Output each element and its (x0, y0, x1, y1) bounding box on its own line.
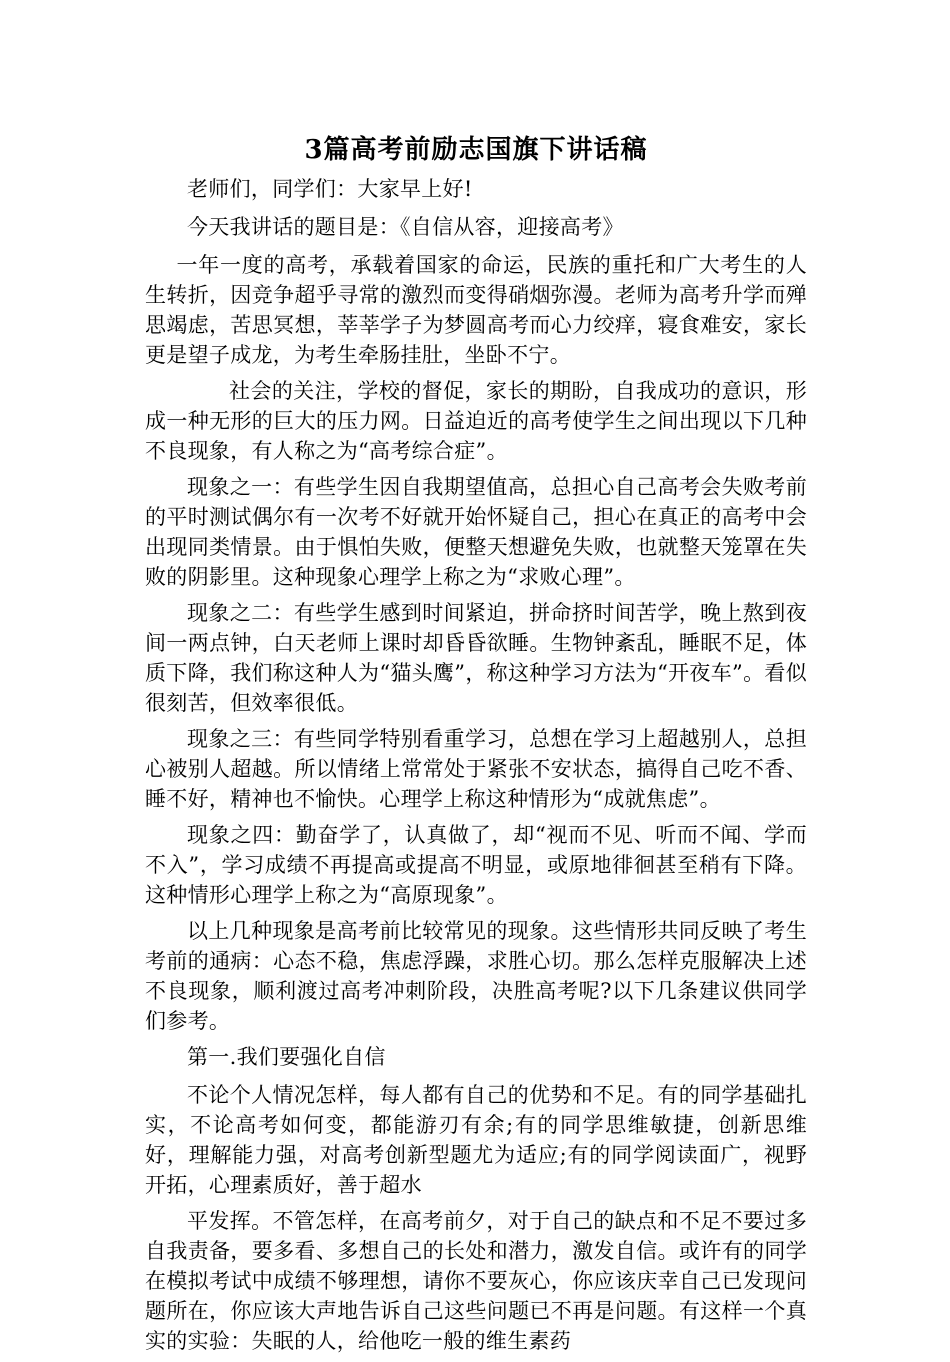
section-heading-confidence: 第一.我们要强化自信 (187, 1045, 386, 1069)
paragraph-summary: 以上几种现象是高考前比较常见的现象。这些情形共同反映了考生考前的通病：心态不稳，焦虑浮躁，求胜心切。那么怎样克服解决上述不良现象，顺利渡过高考冲刺阶段，决胜高考呢?以下几条建议供同学们参考。 (145, 919, 807, 1033)
document-page (145, 130, 807, 1362)
paragraph-strengths: 不论个人情况怎样，每人都有自己的优势和不足。有的同学基础扎实，不论高考如何变，都能游刃有余;有的同学思维敏捷，创新思维好，理解能力强，对高考创新型题尤为适应;有的同学阅读面广，视野开拓，心理素质好，善于超水 (145, 1083, 807, 1197)
paragraph-topic: 今天我讲话的题目是：《自信从容，迎接高考》 (187, 215, 624, 239)
paragraph-phenomenon-3: 现象之三：有些同学特别看重学习，总想在学习上超越别人，总担心被别人超越。所以情绪上常常处于紧张不安状态，搞得自己吃不香、睡不好，精神也不愉快。心理学上称这种情形为“成就焦虑”。 (145, 727, 807, 811)
paragraph-greeting: 老师们，同学们：大家早上好! (187, 177, 473, 201)
paragraph-phenomenon-4: 现象之四：勤奋学了，认真做了，却“视而不见、听而不闻、学而不入”，学习成绩不再提高或提高不明显，或原地徘徊甚至稍有下降。这种情形心理学上称之为“高原现象”。 (145, 823, 807, 907)
paragraph-intro: 一年一度的高考，承载着国家的命运，民族的重托和广大考生的人生转折，因竞争超乎寻常的激烈而变得硝烟弥漫。老师为高考升学而殚思竭虑，苦思冥想，莘莘学子为梦圆高考而心力绞痒，寝食难安，家长更是望子成龙，为考生牵肠挂肚，坐卧不宁。 (145, 253, 807, 367)
paragraph-phenomenon-1: 现象之一：有些学生因自我期望值高，总担心自己高考会失败考前的平时测试偶尔有一次考不好就开始怀疑自己，担心在真正的高考中会出现同类情景。由于惧怕失败，便整天想避免失败，也就整天笼罩在失败的阴影里。这种现象心理学上称之为“求败心理”。 (145, 475, 807, 589)
paragraph-continuation: 平发挥。不管怎样，在高考前夕，对于自己的缺点和不足不要过多自我责备，要多看、多想自己的长处和潜力，激发自信。或许有的同学在模拟考试中成绩不够理想，请你不要灰心，你应该庆幸自己已发现问题所在，你应该大声地告诉自己这些问题已不再是问题。有这样一个真实的实验：失眠的人，给他吃一般的维生素药 (145, 1209, 807, 1353)
document-title: 3篇高考前励志国旗下讲话稿 (304, 135, 648, 165)
paragraph-pressure: 社会的关注，学校的督促，家长的期盼，自我成功的意识，形成一种无形的巨大的压力网。日益迫近的高考使学生之间出现以下几种不良现象，有人称之为“高考综合症”。 (145, 379, 807, 463)
paragraph-phenomenon-2: 现象之二：有些学生感到时间紧迫，拼命挤时间苦学，晚上熬到夜间一两点钟，白天老师上课时却昏昏欲睡。生物钟紊乱，睡眠不足，体质下降，我们称这种人为“猫头鹰”，称这种学习方法为“开夜车”。看似很刻苦，但效率很低。 (145, 601, 807, 715)
